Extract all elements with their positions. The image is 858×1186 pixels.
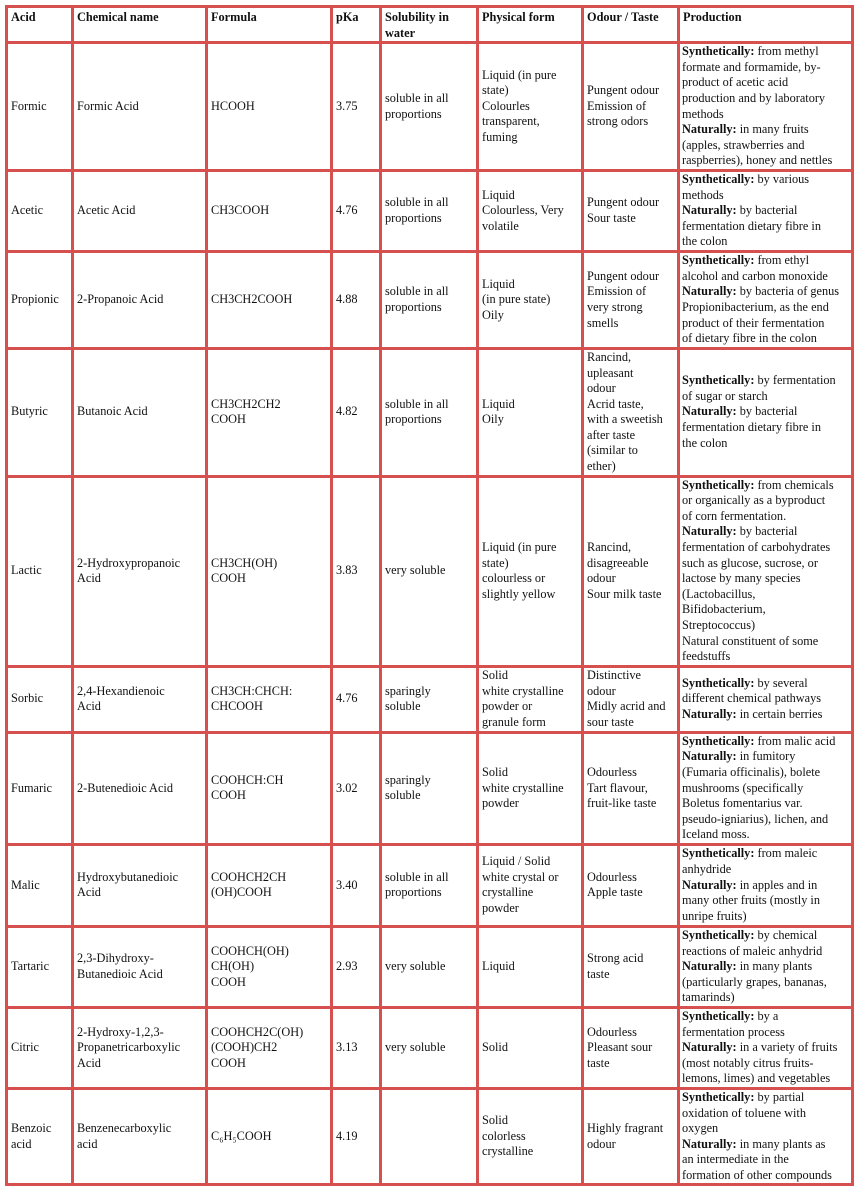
cell-formula: COOHCH(OH) CH(OH) COOH [207,926,332,1007]
production-entry [682,634,848,665]
production-entry [682,122,848,169]
cell-chemical-name: Formic Acid [73,43,207,171]
cell-chemical-name: 2-Hydroxypropanoic Acid [73,476,207,666]
cell-chemical-name: 2,4-Hexandienoic Acid [73,666,207,732]
cell-physical-form: Liquid [478,926,583,1007]
cell-production [679,844,853,926]
production-text: in apples and in many other fruits (mostly in unripe fruits) [682,877,820,923]
cell-physical-form: Liquid (in pure state) Colourles transparent, fuming [478,43,583,171]
production-entry [682,1040,848,1087]
cell-acid: Sorbic [7,666,73,732]
table-row [7,170,853,251]
production-entry [682,172,848,203]
organic-acids-table [5,5,854,1186]
production-text: by a fermentation process [682,1008,785,1039]
cell-odour-taste: Odourless Tart flavour, fruit-like taste [583,732,679,844]
cell-formula: COOHCH:CH COOH [207,732,332,844]
cell-physical-form: Solid white crystalline powder or granule form [478,666,583,732]
production-label: Synthetically: [682,927,755,942]
cell-solubility: very soluble [381,476,478,666]
cell-formula: CH3COOH [207,170,332,251]
production-label: Synthetically: [682,171,755,186]
production-text: by bacterial fermentation dietary fibre in the colon [682,203,821,249]
cell-chemical-name: 2-Butenedioic Acid [73,732,207,844]
cell-acid: Acetic [7,170,73,251]
cell-pka: 4.82 [332,348,381,476]
cell-solubility: soluble in all proportions [381,348,478,476]
production-text: in fumitory (Fumaria officinalis), bolete mushrooms (specifically Boletus fomentarius var. pseudo-igniarius), lichen, and Iceland moss. [682,749,829,842]
cell-chemical-name: Benzenecarboxylic acid [73,1088,207,1185]
cell-pka: 4.76 [332,170,381,251]
production-entry [682,478,848,525]
production-entry [682,373,848,404]
production-label: Naturally: [682,877,737,892]
production-entry [682,404,848,451]
cell-acid: Benzoic acid [7,1088,73,1185]
cell-formula: C₆H₅COOH [207,1088,332,1185]
production-label: Synthetically: [682,373,755,388]
cell-chemical-name: Butanoic Acid [73,348,207,476]
production-text: by bacterial fermentation dietary fibre in the colon [682,404,821,450]
production-text: by bacterial fermentation of carbohydrates such as glucose, sucrose, or lactose by many species (Lactobacillus, Bifidobacterium, Streptococcus) [682,524,831,632]
production-text: from chemicals or organically as a byproduct of corn fermentation. [682,477,834,523]
cell-production [679,1007,853,1088]
production-label: Synthetically: [682,675,755,690]
cell-formula: CH3CH:CHCH: CHCOOH [207,666,332,732]
cell-chemical-name: Acetic Acid [73,170,207,251]
production-entry [682,44,848,122]
cell-physical-form: Liquid (in pure state) Oily [478,251,583,348]
production-label: Synthetically: [682,1089,755,1104]
cell-pka: 3.75 [332,43,381,171]
production-label: Naturally: [682,203,737,218]
cell-odour-taste: Pungent odour Emission of strong odors [583,43,679,171]
header-acid: Acid [7,7,73,43]
production-text: by various methods [682,171,810,202]
production-label: Naturally: [682,707,737,722]
cell-physical-form: Liquid Colourless, Very volatile [478,170,583,251]
cell-formula: CH3CH(OH) COOH [207,476,332,666]
production-text: by partial oxidation of toluene with oxygen [682,1089,806,1136]
production-label: Naturally: [682,1040,737,1055]
production-text: by several different chemical pathways [682,675,822,706]
production-label: Naturally: [682,749,737,764]
cell-solubility: soluble in all proportions [381,844,478,926]
production-entry [682,878,848,925]
cell-acid: Malic [7,844,73,926]
cell-odour-taste: Strong acid taste [583,926,679,1007]
production-label: Naturally: [682,404,737,419]
cell-solubility: very soluble [381,1007,478,1088]
production-entry [682,959,848,1006]
cell-acid: Formic [7,43,73,171]
production-label: Synthetically: [682,253,755,268]
cell-production [679,732,853,844]
production-entry [682,734,848,750]
cell-solubility: sparingly soluble [381,732,478,844]
table-row [7,732,853,844]
production-text: by fermentation of sugar or starch [682,373,836,403]
production-label: Synthetically: [682,477,755,492]
cell-solubility: soluble in all proportions [381,170,478,251]
production-entry [682,1137,848,1184]
cell-formula: CH3CH2CH2 COOH [207,348,332,476]
cell-pka: 4.88 [332,251,381,348]
production-text: Natural constituent of some feedstuffs [682,633,819,664]
production-label: Naturally: [682,524,737,539]
production-text: from ethyl alcohol and carbon monoxide [682,253,828,283]
production-label: Synthetically: [682,846,755,861]
cell-odour-taste: Rancind, upleasant odour Acrid taste, with a sweetish after taste (similar to ether) [583,348,679,476]
header-pka: pKa [332,7,381,43]
header-odour-taste: Odour / Taste [583,7,679,43]
cell-solubility: sparingly soluble [381,666,478,732]
cell-physical-form: Solid colorless crystalline [478,1088,583,1185]
production-text: from maleic anhydride [682,846,818,877]
production-label: Naturally: [682,284,737,299]
header-chemical-name: Chemical name [73,7,207,43]
production-text: in many plants as an intermediate in the formation of other compounds [682,1136,832,1182]
production-entry [682,928,848,959]
production-text: from malic acid [754,733,836,748]
cell-pka: 3.02 [332,732,381,844]
production-text: by bacteria of genus Propionibacterium, as the end product of their fermentation of dietary fibre in the colon [682,284,840,346]
production-entry [682,1009,848,1040]
production-entry [682,1090,848,1137]
cell-physical-form: Solid white crystalline powder [478,732,583,844]
cell-acid: Citric [7,1007,73,1088]
production-label: Synthetically: [682,1008,755,1023]
cell-production [679,1088,853,1185]
table-row [7,348,853,476]
header-formula: Formula [207,7,332,43]
cell-pka: 4.76 [332,666,381,732]
cell-odour-taste: Pungent odour Emission of very strong smells [583,251,679,348]
production-entry [682,846,848,877]
header-row [7,7,853,43]
cell-pka: 3.83 [332,476,381,666]
production-entry [682,253,848,284]
production-label: Naturally: [682,122,737,137]
table-row [7,251,853,348]
cell-physical-form: Liquid (in pure state) colourless or slightly yellow [478,476,583,666]
cell-pka: 2.93 [332,926,381,1007]
cell-physical-form: Solid [478,1007,583,1088]
cell-odour-taste: Rancind, disagreeable odour Sour milk taste [583,476,679,666]
cell-acid: Fumaric [7,732,73,844]
cell-odour-taste: Highly fragrant odour [583,1088,679,1185]
cell-pka: 4.19 [332,1088,381,1185]
header-solubility: Solubility in water [381,7,478,43]
cell-production [679,348,853,476]
cell-chemical-name: Hydroxybutanedioic Acid [73,844,207,926]
production-entry [682,749,848,843]
production-label: Synthetically: [682,733,755,748]
production-label: Naturally: [682,1136,737,1151]
table-row [7,844,853,926]
cell-chemical-name: 2,3-Dihydroxy- Butanedioic Acid [73,926,207,1007]
production-entry [682,524,848,633]
production-label: Synthetically: [682,44,755,59]
cell-acid: Lactic [7,476,73,666]
cell-production [679,666,853,732]
cell-production [679,251,853,348]
production-text: in many fruits (apples, strawberries and raspberries), honey and nettles [682,122,833,168]
cell-solubility: soluble in all proportions [381,251,478,348]
header-physical-form: Physical form [478,7,583,43]
cell-acid: Butyric [7,348,73,476]
cell-acid: Tartaric [7,926,73,1007]
cell-pka: 3.13 [332,1007,381,1088]
cell-pka: 3.40 [332,844,381,926]
table-row [7,1007,853,1088]
header-production: Production [679,7,853,43]
cell-chemical-name: 2-Hydroxy-1,2,3- Propanetricarboxylic Acid [73,1007,207,1088]
cell-physical-form: Liquid / Solid white crystal or crystalline powder [478,844,583,926]
production-entry [682,707,848,723]
table-row [7,1088,853,1185]
production-text: in many plants (particularly grapes, bananas, tamarinds) [682,959,827,1005]
production-text: in certain berries [736,707,823,722]
cell-solubility: very soluble [381,926,478,1007]
cell-odour-taste: Pungent odour Sour taste [583,170,679,251]
table-row [7,666,853,732]
cell-production [679,43,853,171]
cell-solubility: soluble in all proportions [381,43,478,171]
production-label: Naturally: [682,959,737,974]
cell-formula: COOHCH2C(OH) (COOH)CH2 COOH [207,1007,332,1088]
cell-physical-form: Liquid Oily [478,348,583,476]
production-entry [682,284,848,346]
production-text: in a variety of fruits (most notably citrus fruits- lemons, limes) and vegetables [682,1040,838,1086]
cell-chemical-name: 2-Propanoic Acid [73,251,207,348]
cell-odour-taste: Distinctive odour Midly acrid and sour taste [583,666,679,732]
table-row [7,476,853,666]
cell-solubility [381,1088,478,1185]
cell-acid: Propionic [7,251,73,348]
cell-production [679,476,853,666]
cell-odour-taste: Odourless Pleasant sour taste [583,1007,679,1088]
table-row [7,926,853,1007]
production-entry [682,676,848,707]
cell-formula: HCOOH [207,43,332,171]
table-row [7,43,853,171]
cell-formula: CH3CH2COOH [207,251,332,348]
production-text: by chemical reactions of maleic anhydrid [682,927,823,958]
production-entry [682,203,848,250]
cell-formula: COOHCH2CH (OH)COOH [207,844,332,926]
cell-production [679,926,853,1007]
production-text: from methyl formate and formamide, by- product of acetic acid production and by laboratory methods [682,44,826,121]
cell-odour-taste: Odourless Apple taste [583,844,679,926]
cell-production [679,170,853,251]
